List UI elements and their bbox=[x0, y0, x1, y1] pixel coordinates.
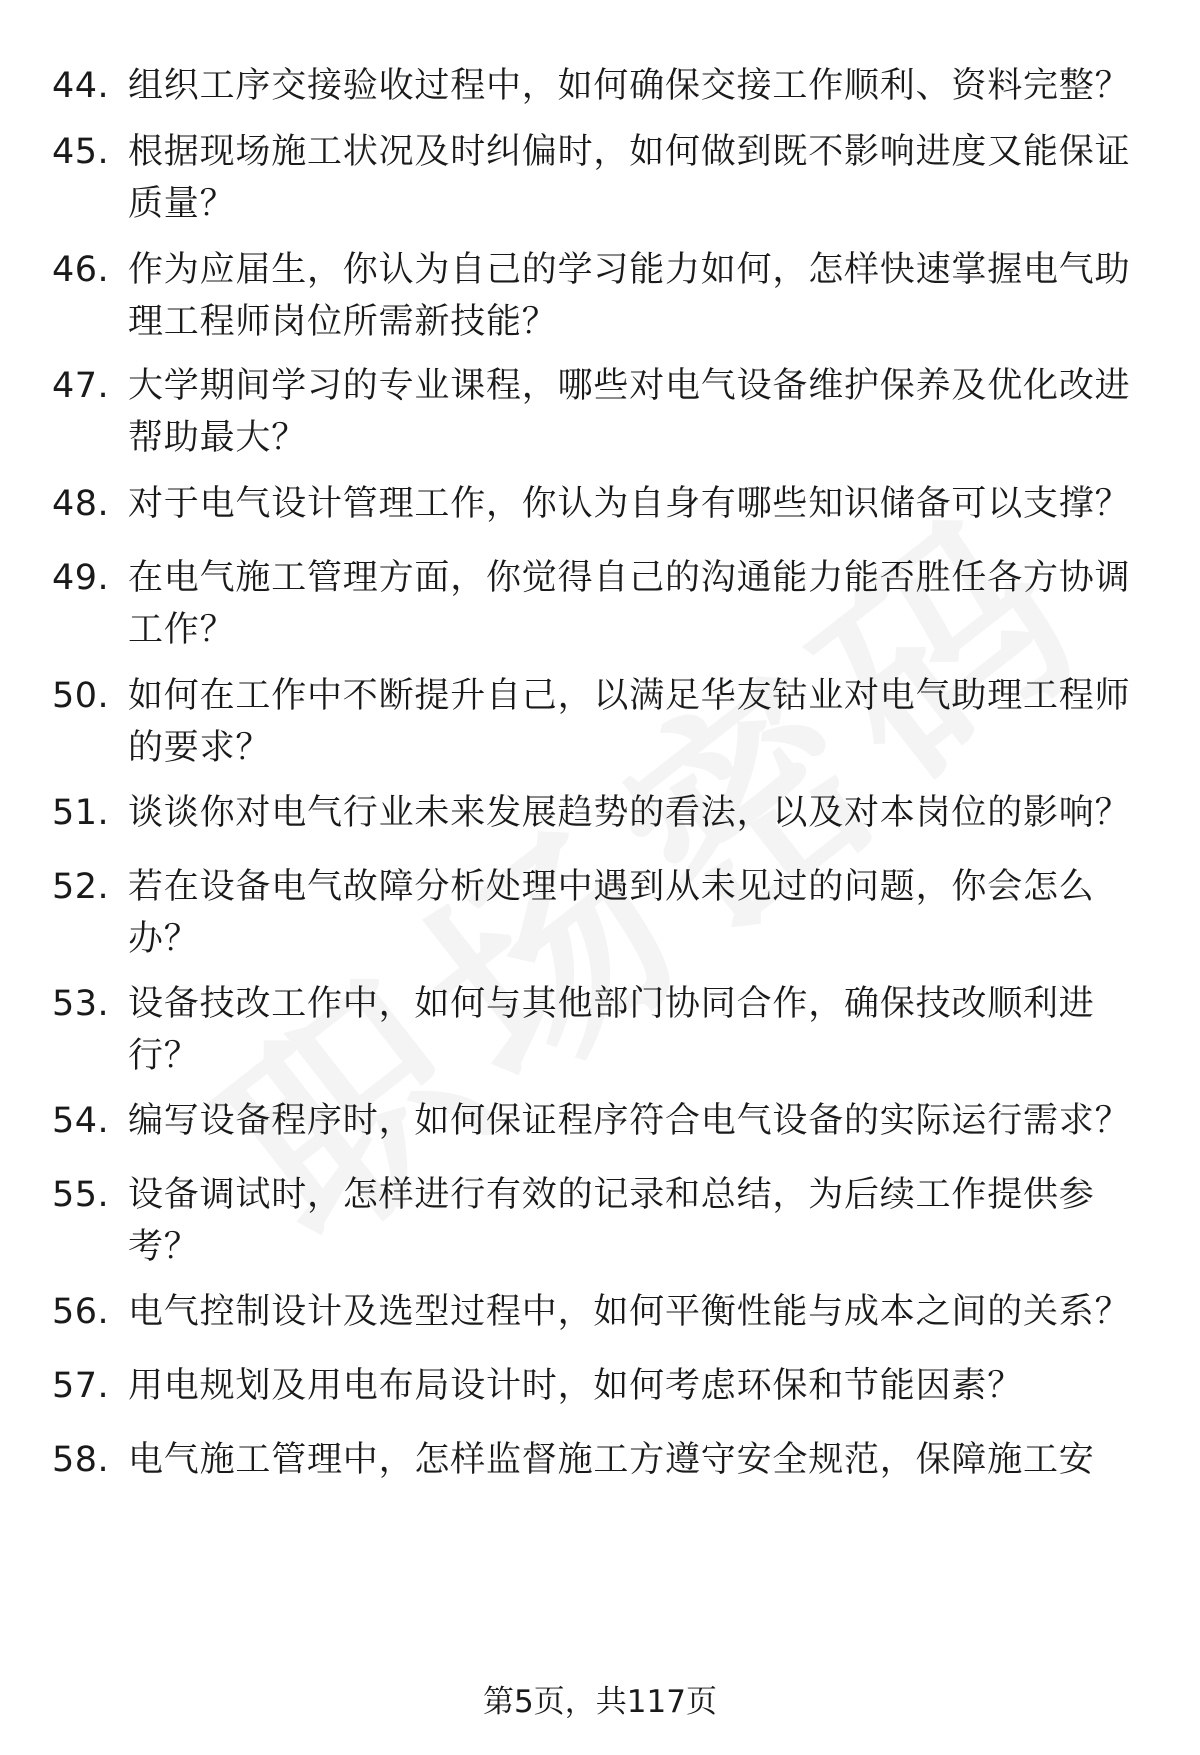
question-item bbox=[52, 978, 1152, 1082]
question-item bbox=[52, 1095, 1152, 1147]
question-number: 58. bbox=[52, 1440, 110, 1480]
question-text: 电气控制设计及选型过程中，如何平衡性能与成本之间的关系？ bbox=[128, 1292, 1131, 1332]
question-item bbox=[52, 60, 1152, 112]
question-text: 对于电气设计管理工作，你认为自身有哪些知识储备可以支撑？ bbox=[128, 484, 1131, 524]
question-number: 49. bbox=[52, 558, 110, 598]
question-text: 设备调试时，怎样进行有效的记录和总结，为后续工作提供参考？ bbox=[128, 1175, 1095, 1267]
question-item bbox=[52, 861, 1152, 965]
question-item bbox=[52, 1169, 1152, 1273]
question-number: 57. bbox=[52, 1366, 110, 1406]
question-item bbox=[52, 1360, 1152, 1412]
question-text: 谈谈你对电气行业未来发展趋势的看法，以及对本岗位的影响？ bbox=[128, 793, 1131, 833]
question-number: 56. bbox=[52, 1292, 110, 1332]
question-text: 若在设备电气故障分析处理中遇到从未见过的问题，你会怎么办？ bbox=[128, 867, 1095, 959]
question-number: 48. bbox=[52, 484, 110, 524]
question-number: 50. bbox=[52, 676, 110, 716]
question-item bbox=[52, 552, 1152, 656]
question-item bbox=[52, 670, 1152, 774]
question-number: 55. bbox=[52, 1175, 110, 1215]
question-item bbox=[52, 126, 1152, 230]
question-number: 52. bbox=[52, 867, 110, 907]
question-item bbox=[52, 244, 1152, 348]
question-number: 47. bbox=[52, 366, 110, 406]
question-text: 电气施工管理中，怎样监督施工方遵守安全规范，保障施工安 bbox=[128, 1440, 1095, 1480]
question-number: 53. bbox=[52, 984, 110, 1024]
page-footer: 第5页，共117页 bbox=[483, 1684, 717, 1720]
question-item bbox=[52, 478, 1152, 530]
question-number: 51. bbox=[52, 793, 110, 833]
question-text: 如何在工作中不断提升自己，以满足华友钴业对电气助理工程师的要求？ bbox=[128, 676, 1131, 768]
question-item bbox=[52, 1434, 1152, 1486]
question-text: 作为应届生，你认为自己的学习能力如何，怎样快速掌握电气助理工程师岗位所需新技能？ bbox=[128, 250, 1131, 342]
question-text: 设备技改工作中，如何与其他部门协同合作，确保技改顺利进行？ bbox=[128, 984, 1095, 1076]
question-text: 大学期间学习的专业课程，哪些对电气设备维护保养及优化改进帮助最大？ bbox=[128, 366, 1131, 458]
question-item bbox=[52, 787, 1152, 839]
question-text: 组织工序交接验收过程中，如何确保交接工作顺利、资料完整？ bbox=[128, 66, 1131, 106]
question-text: 在电气施工管理方面，你觉得自己的沟通能力能否胜任各方协调工作？ bbox=[128, 558, 1131, 650]
question-item bbox=[52, 1286, 1152, 1338]
question-number: 54. bbox=[52, 1101, 110, 1141]
question-text: 用电规划及用电布局设计时，如何考虑环保和节能因素？ bbox=[128, 1366, 1024, 1406]
question-text: 编写设备程序时，如何保证程序符合电气设备的实际运行需求？ bbox=[128, 1101, 1131, 1141]
question-number: 44. bbox=[52, 66, 110, 106]
question-text: 根据现场施工状况及时纠偏时，如何做到既不影响进度又能保证质量？ bbox=[128, 132, 1131, 224]
question-item bbox=[52, 360, 1152, 464]
question-number: 46. bbox=[52, 250, 110, 290]
question-number: 45. bbox=[52, 132, 110, 172]
